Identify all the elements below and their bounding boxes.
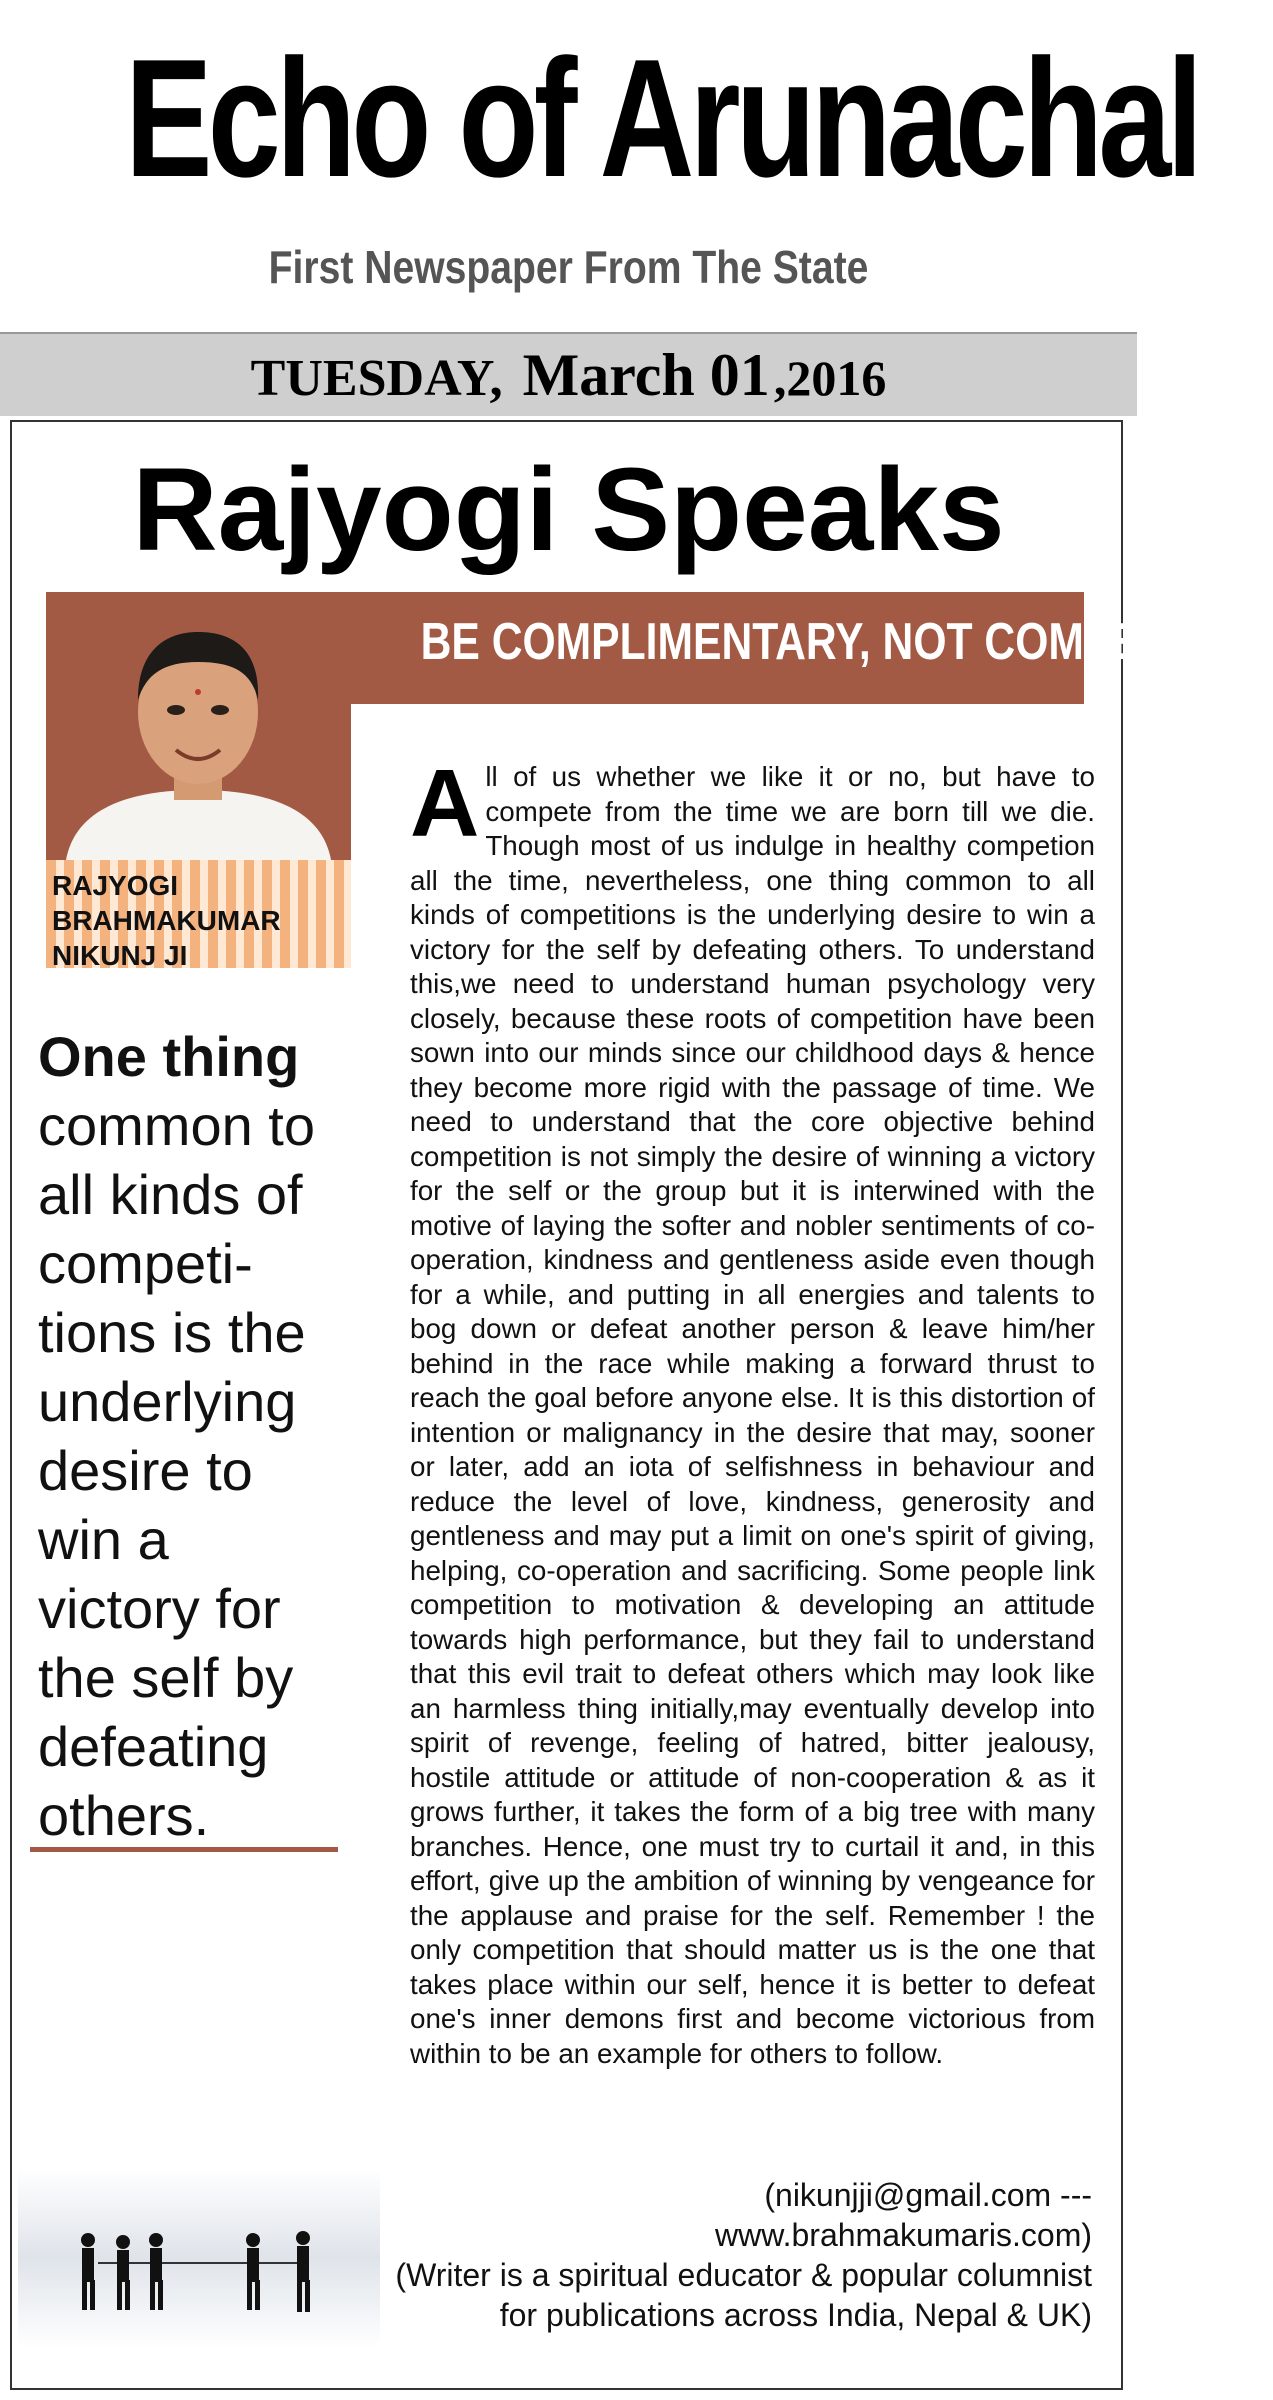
pull-quote-text: common to all kinds of competi-tions is the underlying desire to win a victory for the self by defeating others. [38, 1094, 315, 1847]
newspaper-name: Echo of Arunachal [125, 24, 1199, 212]
author-footer [380, 2175, 1092, 2335]
tug-of-war-icon [18, 2168, 380, 2348]
author-name [52, 868, 352, 973]
author-portrait-icon [46, 600, 351, 860]
author-bio-line: for publications across India, Nepal & UK) [499, 2297, 1092, 2333]
footer-illustration [18, 2168, 380, 2348]
pull-quote-lead: One thing [38, 1025, 300, 1088]
pull-quote [38, 1022, 338, 1850]
drop-cap: A [410, 750, 480, 857]
date-bar [0, 332, 1137, 416]
date-month-day: March 01 [522, 342, 770, 408]
pull-quote-rule [30, 1847, 338, 1852]
newspaper-tagline: First Newspaper From The State [268, 241, 869, 293]
author-contact: (nikunjji@gmail.com --- www.brahmakumaris.com) [715, 2177, 1092, 2253]
date-year: ,2016 [773, 350, 887, 406]
column-title: Rajyogi Speaks [132, 444, 1005, 576]
article-headline: BE COMPLIMENTARY, NOT COMPETITIVE [420, 613, 1273, 671]
article-body-text: ll of us whether we like it or no, but have to compete from the time we are born till we die. Though most of us indulge in healthy competion all the time, nevertheless, one thing common to all kinds of competitions is the underlying desire to win a victory for the self by defeating others. To understand this,we need to understand human psychology very closely, because these roots of competition have been sown into our minds since our childhood days & hence they become more rigid with the passage of time. We need to understand that the core objective behind competition is not simply the desire of winning a victory for the self or the group but it is interwined with the motive of laying the softer and nobler sentiments of co-operation, kindness and gentleness aside even though for a while, and putting in all energies and talents to bog down or defeat another person & leave him/her behind in the race while making a forward thrust to reach the goal before anyone else. It is this distortion of intention or malignancy in the desire that may, sooner or later, add an iota of selfishness in behaviour and reduce the level of love, kindness, generosity and gentleness and may put a limit on one's spirit of giving, helping, co-operation and sacrificing. Some people link competition to motivation & developing an attitude towards high performance, but they fail to understand that this evil trait to defeat others which may look like an harmless thing initially,may eventually develop into spirit of revenge, feeling of hatred, bitter jealousy, hostile attitude or attitude of non-cooperation & as it grows further, it takes the form of a big tree with many branches. Hence, one must try to curtail it and, in this effort, give up the ambition of winning by vengeance for the applause and praise for the self. Remember ! the only competition that should matter us is the one that takes place within our self, hence it is better to defeat one's inner demons first and become victorious from within to be an example for others to follow. [410, 761, 1095, 2069]
author-name-line: NIKUNJ JI [52, 940, 188, 971]
article-body [410, 750, 1095, 2071]
author-photo [46, 600, 351, 860]
date-weekday: TUESDAY, [250, 350, 503, 407]
author-bio-line: (Writer is a spiritual educator & popular columnist [395, 2257, 1092, 2293]
author-name-line: BRAHMAKUMAR [52, 905, 281, 936]
author-name-line: RAJYOGI [52, 870, 179, 901]
